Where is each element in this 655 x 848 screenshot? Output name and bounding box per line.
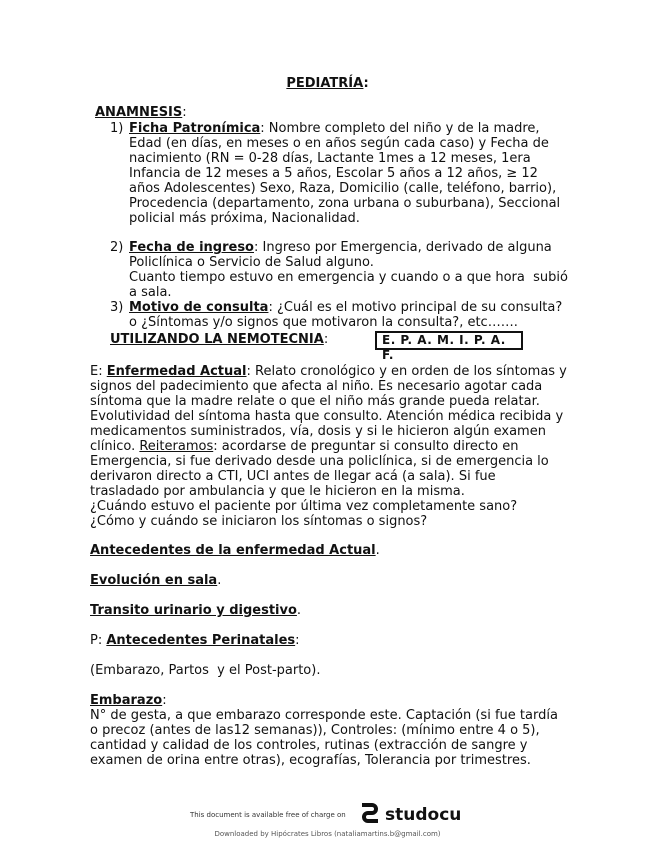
item-1-line: policial más próxima, Nacionalidad.	[129, 211, 360, 226]
item-1-line: Edad (en días, en meses o en años según cada caso) y Fecha de	[129, 136, 549, 151]
enfermedad-actual-first-line: E: Enfermedad Actual: Relato cronológico y en orden de los síntomas y	[90, 364, 567, 379]
embarazo-heading: Embarazo:	[90, 693, 167, 708]
enfermedad-line: trasladado por ambulancia y que le hicieron en la misma.	[90, 484, 465, 499]
enfermedad-line: medicamentos suministrados, vía, dosis y si le hicieron algún examen	[90, 424, 546, 439]
embarazo-line: cantidad y calidad de los controles, rutinas (extracción de sangre y	[90, 738, 528, 753]
item-2-line: Policlínica o Servicio de Salud alguno.	[129, 255, 374, 270]
enfermedad-line: Emergencia, si fue derivado desde una policlínica, si de emergencia lo	[90, 454, 549, 469]
item-1-first-line: Ficha Patronímica: Nombre completo del niño y de la madre,	[129, 121, 540, 136]
embarazo-line: N° de gesta, a que embarazo corresponde este. Captación (si fue tardía	[90, 708, 558, 723]
embarazo-line: o precoz (antes de las12 semanas)), Controles: (mínimo entre 4 o 5),	[90, 723, 540, 738]
evolucion-sala-heading: Evolución en sala.	[90, 573, 222, 588]
item-2-line: a sala.	[129, 285, 172, 300]
studocu-logo[interactable]	[358, 802, 461, 828]
enfermedad-line: signos del padecimiento que afecta al niño. Es necesario agotar cada	[90, 379, 543, 394]
item-2-line: Cuanto tiempo estuvo en emergencia y cuando o a que hora subió	[129, 270, 568, 285]
studocu-logo-text: studocu	[385, 805, 462, 825]
item-3-first-line: Motivo de consulta: ¿Cuál es el motivo principal de su consulta?	[129, 300, 563, 315]
item-1-line: Infancia de 12 meses a 5 años, Escolar 5 años a 12 años, ≥ 12	[129, 166, 538, 181]
item-1-number: 1)	[110, 121, 124, 136]
footer-availability-text: This document is available free of charge on	[190, 811, 346, 819]
nemotecnia-acronym-box: E. P. A. M. I. P. A. F.	[375, 331, 523, 350]
transito-heading: Transito urinario y digestivo.	[90, 603, 302, 618]
item-3-line: o ¿Síntomas y/o signos que motivaron la consulta?, etc…….	[129, 315, 518, 330]
item-2-first-line: Fecha de ingreso: Ingreso por Emergencia, derivado de alguna	[129, 240, 552, 255]
anamnesis-heading: ANAMNESIS:	[95, 105, 187, 120]
nemotecnia-label: UTILIZANDO LA NEMOTECNIA:	[110, 332, 329, 347]
item-1-line: Procedencia (departamento, zona urbana o suburbana), Seccional	[129, 196, 561, 211]
enfermedad-line: Evolutividad del síntoma hasta que consulto. Atención médica recibida y	[90, 409, 564, 424]
perinatales-subtitle: (Embarazo, Partos y el Post-parto).	[90, 663, 321, 678]
enfermedad-reiteramos-line: clínico. Reiteramos: acordarse de preguntar si consulto directo en	[90, 439, 519, 454]
item-3-number: 3)	[110, 300, 124, 315]
item-1-line: años Adolescentes) Sexo, Raza, Domicilio (calle, teléfono, barrio),	[129, 181, 557, 196]
item-1-line: nacimiento (RN = 0-28 días, Lactante 1mes a 12 meses, 1era	[129, 151, 531, 166]
page-title: PEDIATRÍA:	[286, 76, 369, 91]
enfermedad-line: ¿Cómo y cuándo se iniciaron los síntomas o signos?	[90, 514, 428, 529]
enfermedad-line: ¿Cuándo estuvo el paciente por última vez completamente sano?	[90, 499, 518, 514]
item-2-number: 2)	[110, 240, 124, 255]
studocu-logo-icon	[358, 801, 382, 829]
embarazo-line: examen de orina entre otras), ecografías, Tolerancia por trimestres.	[90, 753, 531, 768]
perinatales-heading: P: Antecedentes Perinatales:	[90, 633, 300, 648]
antecedentes-enfermedad-heading: Antecedentes de la enfermedad Actual.	[90, 543, 380, 558]
footer-downloaded-by: Downloaded by Hipócrates Libros (nataliamartins.b@gmail.com)	[214, 830, 441, 838]
enfermedad-line: síntoma que la madre relate o que el niño más grande pueda relatar.	[90, 394, 540, 409]
enfermedad-line: derivaron directo a CTI, UCI antes de llegar acá (a sala). Si fue	[90, 469, 496, 484]
